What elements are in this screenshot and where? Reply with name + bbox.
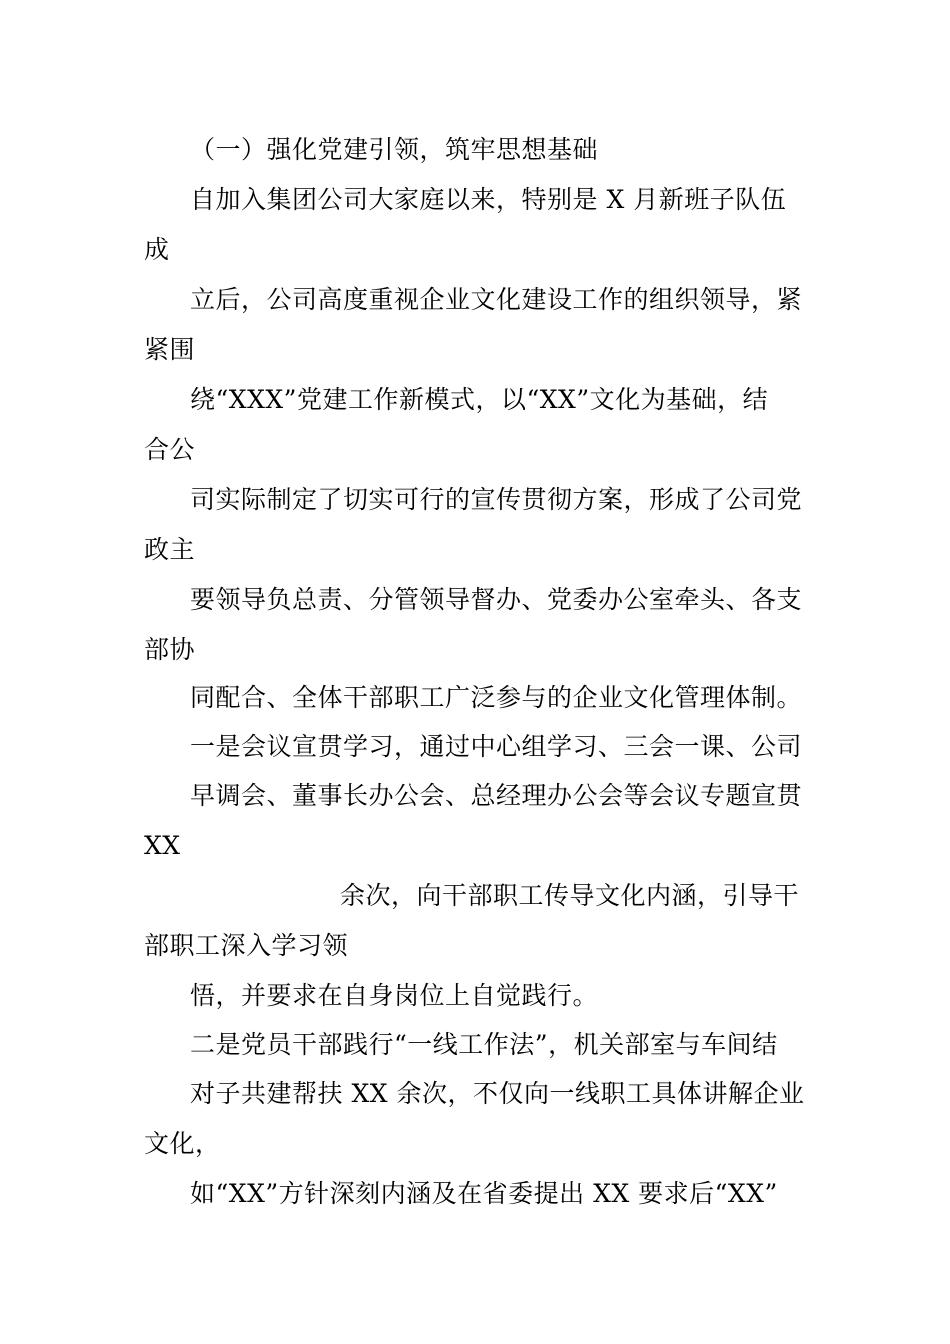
paragraph-line-12a: 对子共建帮扶 XX 余次，不仅向一线职工具体讲解企业 [190,1079,805,1108]
paragraph-line-13: 如“XX”方针深刻内涵及在省委提出 XX 要求后“XX” [190,1179,778,1208]
paragraph-line-3b: 合公 [144,435,196,464]
paragraph-line-9a: 余次，向干部职工传导文化内涵，引导干 [340,881,800,910]
paragraph-line-8b: XX [144,831,181,860]
paragraph-line-8a: 早调会、董事长办公会、总经理办公会等会议专题宣贯 [190,781,803,810]
paragraph-line-12b: 文化， [144,1129,221,1158]
paragraph-line-7: 一是会议宣贯学习，通过中心组学习、三会一课、公司 [190,732,803,761]
paragraph-line-1a: 自加入集团公司大家庭以来，特别是 X 月新班子队伍 [190,185,787,214]
paragraph-line-1b: 成 [144,235,170,264]
paragraph-line-2a: 立后，公司高度重视企业文化建设工作的组织领导，紧 [190,285,803,314]
paragraph-line-10: 悟，并要求在自身岗位上自觉践行。 [190,981,599,1010]
paragraph-line-11: 二是党员干部践行“一线工作法”，机关部室与车间结 [190,1030,778,1059]
paragraph-line-4b: 政主 [144,535,196,564]
section-heading: （一）强化党建引领，筑牢思想基础 [190,135,599,164]
paragraph-line-5a: 要领导负总责、分管领导督办、党委办公室牵头、各支 [190,585,803,614]
paragraph-line-4a: 司实际制定了切实可行的宣传贯彻方案，形成了公司党 [190,485,803,514]
paragraph-line-3a: 绕“XXX”党建工作新模式，以“XX”文化为基础，结 [190,385,769,414]
paragraph-line-5b: 部协 [144,635,196,664]
paragraph-line-6: 同配合、全体干部职工广泛参与的企业文化管理体制。 [190,683,803,712]
paragraph-line-2b: 紧围 [144,335,196,364]
paragraph-line-9b: 部职工深入学习领 [144,931,349,960]
